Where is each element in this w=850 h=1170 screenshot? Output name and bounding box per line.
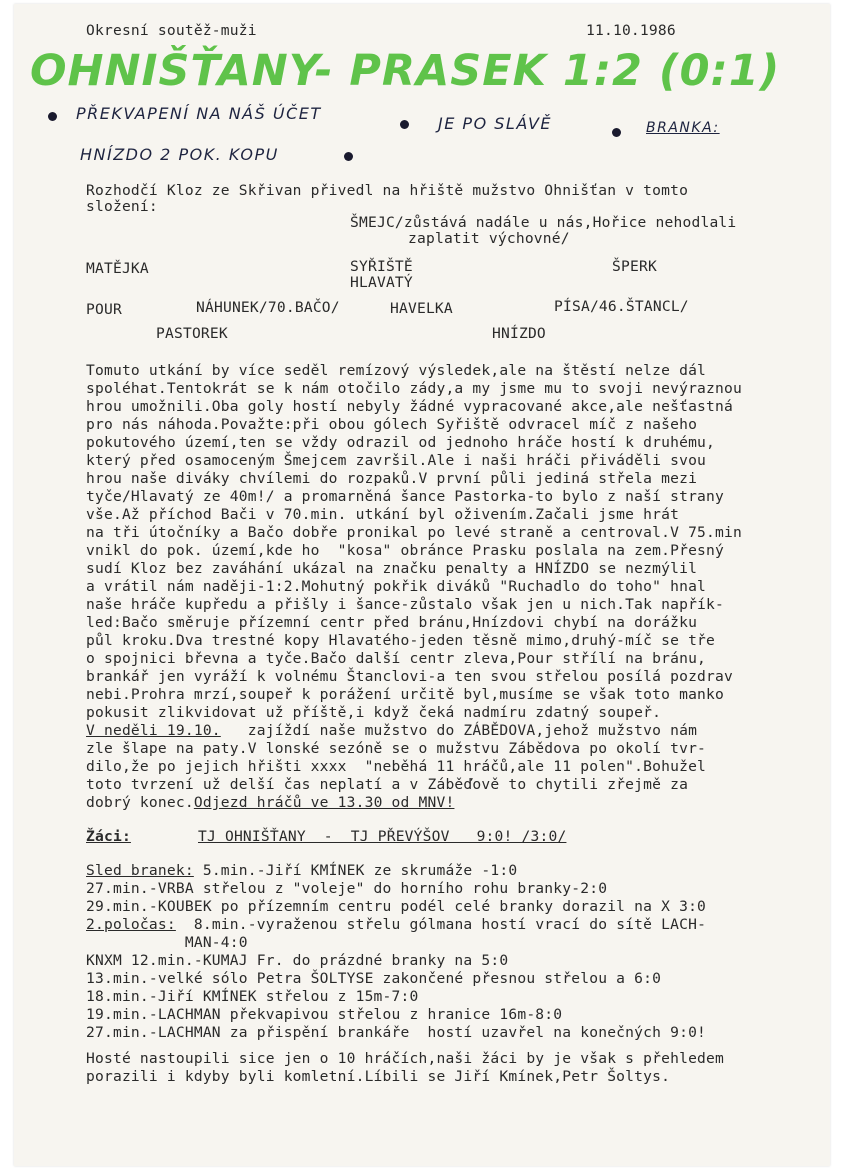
report-line: pokusit zlikvidovat už příště,i když čeká nadmíru zdatný soupeř. [86, 704, 662, 721]
goal-line [86, 1024, 706, 1041]
report-line: tyče/Hlavatý ze 40m!/ a promarněná šance Pastorka-to bylo z naší strany [86, 488, 725, 505]
intro-line-2: složení: [86, 198, 158, 215]
report-line: půl kroku.Dva trestné kopy Hlavatého-jeden těsně mimo,druhý-míč se tře [86, 632, 716, 649]
report-line: o spojnici břevna a tyče.Bačo další centr zleva,Pour střílí na bránu, [86, 650, 707, 667]
report-line: nebi.Prohra mrzí,soupeř k porážení určitě byl,musíme se však toto manko [86, 686, 725, 703]
bullet-dot-3 [612, 128, 621, 137]
goal-line [86, 880, 607, 897]
report-line: brankář jen vyráží k volnému Štanclovi-a ten svou střelou posílá pozdrav [86, 668, 734, 685]
report-line: na tři útočníky a Bačo dobře pronikal po levé straně a centroval.V 75.min [86, 524, 742, 541]
lineup-forward-2: HNÍZDO [492, 325, 546, 342]
goal-text: MAN-4:0 [86, 934, 248, 951]
goal-section-label: Sled branek: [86, 862, 194, 879]
goal-text: 29.min.-KOUBEK po přízemním centru podél celé branky dorazil na X 3:0 [86, 898, 707, 915]
next-match-line [86, 794, 454, 811]
next-match-line: zle šlape na paty.V lonské sezóně se o mužstvu Zábědova po okolí tvr- [86, 740, 707, 757]
lineup-defender-3: ŠPERK [612, 258, 657, 275]
handwritten-headline: OHNIŠŤANY- PRASEK 1:2 (0:1) [30, 46, 781, 96]
report-line: naše hráče kupředu a přišly i šance-zůstalo však jen u nich.Tak napřík- [86, 596, 725, 613]
report-line: pro nás náhoda.Považte:při obou gólech Syřiště odvracel míč z našeho [86, 416, 698, 433]
goal-text: 19.min.-LACHMAN překvapivou střelou z hranice 16m-8:0 [86, 1006, 563, 1023]
goal-text: 27.min.-LACHMAN za přispění brankáře hostí uzavřel na konečných 9:0! [86, 1024, 707, 1041]
goal-line [86, 898, 706, 915]
lineup-mid-2: NÁHUNEK/70.BAČO/ [196, 299, 340, 316]
note-scorer: HNÍZDO 2 POK. KOPU [80, 145, 279, 164]
report-line: hrou naše diváky chvílemi do rozpaků.V první půli jediná střela mezi [86, 470, 698, 487]
lineup-defender-1: MATĚJKA [86, 260, 149, 277]
goal-line [86, 916, 706, 933]
departure-note: Odjezd hráčů ve 13.30 od MNV! [193, 794, 455, 811]
lineup-goalkeeper-1: ŠMEJC/zůstává nadále u nás,Hořice nehodlali [350, 214, 737, 231]
report-line: spoléhat.Tentokrát se k nám otočilo zády,a my jsme mu to svoji nevýraznou [86, 380, 742, 397]
next-match-text: zajíždí naše mužstvo do ZÁBĚDOVA,jehož mužstvo nám [220, 722, 698, 739]
note-surprise: PŘEKVAPENÍ NA NÁŠ ÚČET [76, 104, 322, 123]
lineup-mid-3: HAVELKA [390, 300, 453, 317]
report-line: vše.Až příchod Bači v 70.min. utkání byl oživením.Začali jsme hrát [86, 506, 680, 523]
report-line: hrou umožnili.Oba goly hostí nebyly žádné vypracované akce,ale nešťastná [86, 398, 734, 415]
goal-line [86, 934, 248, 951]
goal-text: 27.min.-VRBA střelou z "voleje" do horního rohu branky-2:0 [86, 880, 608, 897]
report-line: a vrátil nám naději-1:2.Mohutný pokřik diváků "Ruchadlo do toho" hnal [86, 578, 707, 595]
match-date: 11.10.1986 [586, 22, 676, 39]
lineup-defender-2: SYŘIŠTĚ [350, 258, 413, 275]
next-match-line [86, 722, 697, 739]
report-line: sudí Kloz bez zaváhání ukázal na značku penalty a HNÍZDO se nezmýlil [86, 560, 698, 577]
closing-line: porazili i kdyby byli komletní.Líbili se Jiří Kmínek,Petr Šoltys. [86, 1068, 671, 1085]
goal-section-label: 2.poločas: [86, 916, 176, 933]
note-goal-label: BRANKA: [646, 120, 720, 136]
closing-line: Hosté nastoupili sice jen o 10 hráčích,naši žáci by je však s přehledem [86, 1050, 725, 1067]
report-line: který před osamoceným Šmejcem završil.Ale i naši hráči přiváděli svou [86, 452, 707, 469]
goal-text: 8.min.-vyraženou střelu gólmana hostí vrací do sítě LACH- [175, 916, 707, 933]
next-match-prefix: dobrý konec. [86, 794, 194, 811]
lineup-goalkeeper-2: zaplatit výchovné/ [408, 230, 570, 247]
report-line: led:Bačo směruje přízemní centr před bránu,Hnízdovi chybí na dorážku [86, 614, 698, 631]
bullet-dot-4 [344, 152, 353, 161]
youth-match-result: TJ OHNIŠŤANY - TJ PŘEVÝŠOV 9:0! /3:0/ [198, 828, 567, 845]
next-match-line: dilo,že po jejich hřišti xxxx "neběhá 11 hráčů,ale 11 polen".Bohužel [86, 758, 707, 775]
goal-line [86, 988, 419, 1005]
goal-line [86, 862, 517, 879]
goal-text: 18.min.-Jiří KMÍNEK střelou z 15m-7:0 [86, 988, 419, 1005]
goal-text: 13.min.-velké sólo Petra ŠOLTYSE zakončené přesnou střelou a 6:0 [86, 970, 662, 987]
goal-line [86, 1006, 562, 1023]
next-match-date: V neděli 19.10. [86, 722, 221, 739]
note-glory: JE PO SLÁVĚ [438, 114, 553, 133]
goal-text: KNXM 12.min.-KUMAJ Fr. do prázdné branky na 5:0 [86, 952, 509, 969]
lineup-mid-1: POUR [86, 301, 122, 318]
goal-text: 5.min.-Jiří KMÍNEK ze skrumáže -1:0 [193, 862, 518, 879]
report-line: pokutového území,ten se vždy odrazil od jednoho hráče hostí k druhému, [86, 434, 716, 451]
goal-line [86, 970, 661, 987]
bullet-dot-2 [400, 120, 409, 129]
report-line: Tomuto utkání by více seděl remízový výsledek,ale na štěstí nelze dál [86, 362, 707, 379]
lineup-mid-4: PÍSA/46.ŠTANCL/ [554, 298, 689, 315]
lineup-forward-1: PASTOREK [156, 325, 228, 342]
next-match-line: toto tvrzení už delší čas neplatí a v Záběďově to chytili zřejmě za [86, 776, 689, 793]
competition-label: Okresní soutěž-muži [86, 22, 257, 39]
intro-line-1: Rozhodčí Kloz ze Skřivan přivedl na hřiště mužstvo Ohnišťan v tomto [86, 182, 689, 199]
youth-label: Žáci: [86, 828, 131, 845]
goal-line [86, 952, 508, 969]
bullet-dot-1 [48, 112, 57, 121]
lineup-defender-4: HLAVATÝ [350, 274, 413, 291]
report-line: vnikl do pok. území,kde ho "kosa" obránce Prasku poslala na zem.Přesný [86, 542, 725, 559]
